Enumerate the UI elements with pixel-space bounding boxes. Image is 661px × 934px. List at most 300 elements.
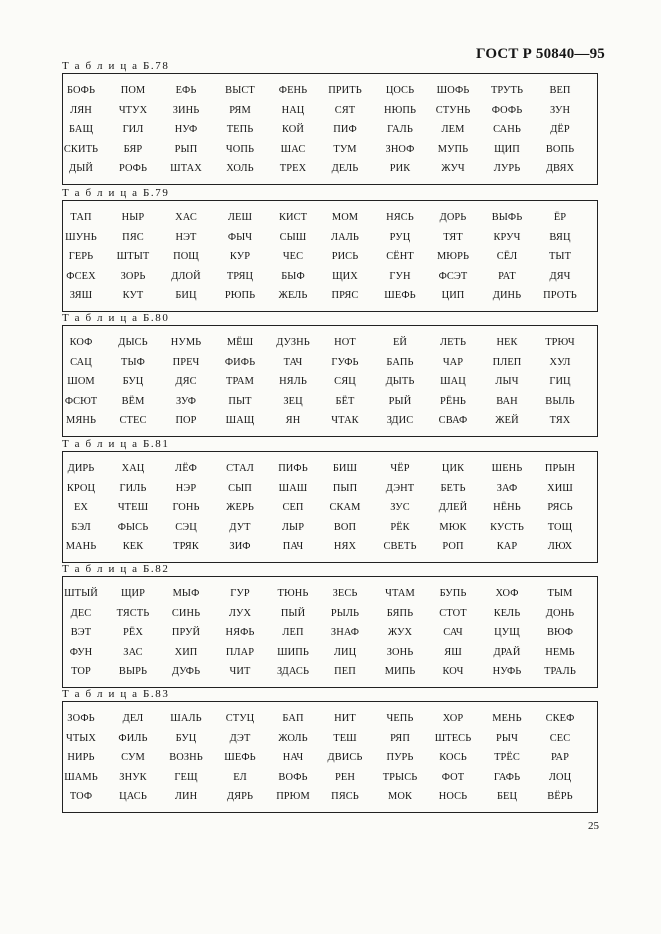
word-cell: ЗОРЬ — [120, 270, 146, 282]
word-row — [63, 666, 597, 680]
word-cell: КОЙ — [282, 124, 304, 135]
word-row — [63, 337, 597, 351]
word-cell: РЯСЬ — [547, 502, 573, 513]
word-cell: МЮК — [439, 521, 467, 533]
word-cell: ЁР — [553, 212, 567, 223]
word-cell: СВАФ — [438, 415, 468, 426]
word-row — [63, 232, 597, 246]
table-caption: Т а б л и ц а Б.79 — [62, 187, 170, 199]
word-cell: ТРЯК — [173, 541, 199, 552]
word-cell: ЗНАФ — [330, 627, 360, 638]
word-cell: ЦУЩ — [494, 627, 520, 638]
word-cell: ГУФЬ — [331, 356, 359, 368]
word-cell: БЕТЬ — [440, 482, 466, 494]
word-cell: РИСЬ — [331, 251, 359, 262]
word-cell: ЧТЫХ — [65, 732, 97, 744]
word-cell: ТРЮЧ — [545, 337, 575, 348]
word-cell: РЕН — [335, 771, 355, 783]
word-cell: ХОР — [442, 713, 464, 724]
word-cell: ТЯХ — [549, 415, 571, 426]
word-cell: ТРЁС — [494, 752, 520, 763]
word-row — [63, 357, 597, 371]
word-cell: СУМ — [121, 752, 145, 763]
word-cell: ПЫЙ — [280, 607, 306, 619]
word-cell: ВОП — [333, 521, 357, 533]
word-cell: ЖУЧ — [441, 163, 465, 174]
word-row — [63, 588, 597, 602]
word-cell: НОТ — [334, 337, 356, 348]
word-cell: ЗДАСЬ — [276, 666, 310, 677]
word-cell: ДЛОЙ — [171, 270, 201, 282]
word-cell: БИЦ — [175, 290, 197, 301]
word-cell: БЫФ — [281, 270, 305, 282]
word-cell: ТРЫСЬ — [382, 771, 418, 783]
word-cell: ВЕП — [549, 85, 571, 96]
word-cell: ЗУС — [390, 502, 410, 513]
word-cell: ШАМЬ — [64, 771, 98, 783]
word-row — [63, 124, 597, 138]
word-cell: ПЫТ — [228, 395, 252, 407]
word-cell: ШАЦ — [440, 376, 466, 387]
word-cell: НЯФЬ — [225, 627, 255, 638]
word-cell: ГЕРЬ — [68, 251, 94, 262]
word-cell: ПЕП — [334, 666, 356, 677]
word-cell: ТРАМ — [226, 376, 254, 387]
word-cell: НАЦ — [281, 104, 305, 116]
word-cell: ЗЕЦ — [283, 395, 303, 407]
word-cell: ШЕФЬ — [384, 290, 416, 301]
word-cell: ТЕШ — [333, 732, 357, 744]
word-cell: ВЯЦ — [549, 231, 571, 243]
word-cell: ПЯС — [122, 231, 144, 243]
word-cell: СЫП — [228, 482, 252, 494]
word-cell: ФСЕХ — [66, 270, 96, 282]
word-cell: ПЯСЬ — [331, 791, 359, 802]
word-cell: РЁК — [390, 521, 410, 533]
word-cell: САЦ — [70, 356, 92, 368]
word-cell: ДЛЕЙ — [438, 502, 468, 513]
word-cell: НЯСЬ — [386, 212, 414, 223]
word-cell: ВОЗНЬ — [169, 752, 203, 763]
word-cell: РАТ — [498, 270, 516, 282]
word-cell: СЕП — [282, 502, 304, 513]
word-cell: ПОМ — [120, 85, 146, 96]
word-cell: ЖЕЛЬ — [278, 290, 308, 301]
word-cell: КОСЬ — [439, 752, 467, 763]
word-cell: БАЩ — [68, 124, 94, 135]
word-row — [63, 522, 597, 536]
word-cell: ШТЕСЬ — [434, 732, 472, 744]
word-cell: ШИПЬ — [277, 646, 309, 658]
word-cell: ПИФ — [333, 124, 357, 135]
word-cell: ГИЦ — [549, 376, 571, 387]
word-cell: ЧИТ — [229, 666, 251, 677]
word-cell: ЛЕМ — [441, 124, 465, 135]
word-cell: ХАЦ — [121, 463, 145, 474]
word-cell: ПРИТЬ — [328, 85, 362, 96]
word-cell: ЩИХ — [332, 270, 358, 282]
word-cell: БУПЬ — [439, 588, 467, 599]
word-cell: ХАС — [175, 212, 197, 223]
word-cell: НЯХ — [333, 541, 357, 552]
word-cell: ЕЛ — [233, 771, 247, 783]
word-row — [63, 290, 597, 304]
word-cell: ФИЛЬ — [118, 732, 148, 744]
word-cell: ЛУХ — [228, 607, 252, 619]
word-row — [63, 415, 597, 429]
word-cell: ПОЩ — [173, 251, 199, 262]
word-cell: ЗНУК — [119, 771, 147, 783]
word-cell: САЧ — [443, 627, 463, 638]
table-caption: Т а б л и ц а Б.83 — [62, 688, 170, 700]
word-cell: ЗОНЬ — [386, 646, 414, 658]
word-cell: ТРАЛЬ — [544, 666, 576, 677]
word-cell: МИПЬ — [384, 666, 416, 677]
word-cell: РЯП — [390, 732, 410, 744]
word-row — [63, 483, 597, 497]
word-cell: ЕХ — [73, 502, 89, 513]
word-row — [63, 791, 597, 805]
word-cell: ЗЯШ — [69, 290, 93, 301]
word-cell: ХОЛЬ — [226, 163, 254, 174]
word-cell: ЖЕЙ — [495, 415, 519, 426]
word-cell: ПРЮМ — [276, 791, 310, 802]
word-cell: ЯШ — [444, 646, 462, 658]
word-cell: ФОФЬ — [491, 104, 523, 116]
word-cell: ЧТАК — [331, 415, 359, 426]
word-cell: ЧОПЬ — [225, 143, 255, 155]
word-cell: ГУР — [230, 588, 250, 599]
word-cell: ТЯСТЬ — [116, 607, 150, 619]
word-cell: ДЭТ — [229, 732, 251, 744]
word-cell: ЛАЛЬ — [331, 231, 359, 243]
word-cell: РЁНЬ — [440, 395, 466, 407]
word-cell: ПРЕЧ — [172, 356, 200, 368]
word-cell: НЭР — [175, 482, 197, 494]
word-cell: ДЫСЬ — [118, 337, 148, 348]
word-cell: ДОНЬ — [545, 607, 575, 619]
word-cell: ДЫТЬ — [385, 376, 415, 387]
word-cell: ПУРЬ — [386, 752, 414, 763]
word-cell: ПРУЙ — [171, 627, 201, 638]
word-cell: ЩИР — [120, 588, 146, 599]
word-cell: ДИРЬ — [67, 463, 95, 474]
word-cell: БЁТ — [335, 395, 355, 407]
word-cell: ДУФЬ — [171, 666, 201, 677]
word-cell: ТЫТ — [548, 251, 572, 262]
word-cell: ВЫФЬ — [491, 212, 523, 223]
word-cell: МАНЬ — [65, 541, 97, 552]
word-cell: ЛЕТЬ — [439, 337, 467, 348]
word-cell: ТЫФ — [121, 356, 145, 368]
word-cell: ВЮФ — [546, 627, 574, 638]
word-cell: ДУТ — [229, 521, 251, 533]
word-row — [63, 772, 597, 786]
word-cell: ХУЛ — [549, 356, 571, 368]
word-cell: ШАЛЬ — [170, 713, 202, 724]
word-cell: ПИФЬ — [278, 463, 308, 474]
word-cell: ВОПЬ — [545, 143, 575, 155]
word-row — [63, 463, 597, 477]
word-cell: ЛЮХ — [547, 541, 573, 552]
word-cell: ПРЫН — [544, 463, 576, 474]
word-cell: ЗЕСЬ — [332, 588, 358, 599]
word-cell: ЗНОФ — [385, 143, 415, 155]
word-cell: НЕМЬ — [545, 646, 575, 658]
word-row — [63, 608, 597, 622]
word-cell: ФУН — [69, 646, 93, 658]
word-row — [63, 752, 597, 766]
word-cell: ШЕФЬ — [224, 752, 256, 763]
word-cell: ЧАР — [442, 356, 464, 368]
word-cell: КОЧ — [442, 666, 464, 677]
word-table — [62, 200, 598, 312]
word-row — [63, 144, 597, 158]
word-cell: ДУЗНЬ — [276, 337, 310, 348]
word-cell: ДИНЬ — [492, 290, 522, 301]
word-cell: СТУЦ — [225, 713, 255, 724]
word-cell: ШЕНЬ — [491, 463, 523, 474]
word-cell: ГАФЬ — [493, 771, 521, 783]
word-cell: ПРЯС — [331, 290, 359, 301]
table-caption: Т а б л и ц а Б.81 — [62, 438, 170, 450]
word-cell: ДВИСЬ — [327, 752, 363, 763]
word-cell: СТУНЬ — [435, 104, 471, 116]
word-row — [63, 627, 597, 641]
word-cell: НЮПЬ — [383, 104, 417, 116]
word-cell: БИШ — [332, 463, 358, 474]
word-cell: НИТ — [334, 713, 356, 724]
word-cell: ТОР — [71, 666, 91, 677]
word-cell: ФОТ — [441, 771, 465, 783]
word-cell: РЁХ — [123, 627, 143, 638]
word-cell: РОФЬ — [118, 163, 148, 174]
word-cell: ДЯЧ — [549, 270, 571, 282]
word-cell: КОФ — [69, 337, 93, 348]
word-cell: МЮРЬ — [436, 251, 470, 262]
word-cell: ПЛЕП — [492, 356, 522, 368]
table-caption: Т а б л и ц а Б.82 — [62, 563, 170, 575]
word-cell: КРОЦ — [66, 482, 96, 494]
word-row — [63, 733, 597, 747]
word-cell: ЦИК — [441, 463, 465, 474]
word-cell: СТАЛ — [226, 463, 254, 474]
word-cell: РЮПЬ — [224, 290, 256, 301]
word-cell: БАПЬ — [386, 356, 414, 368]
word-cell: ЗАС — [123, 646, 143, 658]
word-cell: РЯМ — [229, 104, 251, 116]
word-cell: СЭЦ — [175, 521, 197, 533]
word-cell: СЁНТ — [386, 251, 414, 262]
word-cell: ЧЕПЬ — [386, 713, 414, 724]
word-cell: ШАС — [280, 143, 306, 155]
word-cell: ФЫЧ — [227, 231, 253, 243]
word-cell: НЕК — [496, 337, 518, 348]
word-cell: НЭТ — [175, 231, 197, 243]
word-cell: ТЕПЬ — [226, 124, 254, 135]
word-cell: СТОТ — [439, 607, 467, 619]
word-cell: НУФ — [174, 124, 198, 135]
word-cell: ГУН — [389, 270, 411, 282]
word-cell: ТРЕХ — [279, 163, 307, 174]
word-table — [62, 451, 598, 563]
word-cell: ЖОЛЬ — [278, 732, 308, 744]
word-cell: ЕЙ — [392, 337, 408, 348]
word-cell: СЯТ — [334, 104, 356, 116]
word-cell: ДЕЛ — [122, 713, 144, 724]
word-cell: ЛЯН — [70, 104, 92, 116]
word-cell: ЛЕП — [282, 627, 304, 638]
word-cell: МЯНЬ — [65, 415, 97, 426]
word-cell: ЧЕС — [282, 251, 304, 262]
word-cell: ДЭНТ — [385, 482, 415, 494]
word-cell: ШОФЬ — [436, 85, 470, 96]
word-cell: РОП — [442, 541, 464, 552]
word-cell: ЕФЬ — [175, 85, 197, 96]
word-cell: ФЫСЬ — [117, 521, 149, 533]
word-cell: ЛИН — [174, 791, 198, 802]
word-cell: НОСЬ — [438, 791, 468, 802]
word-cell: ВЫСТ — [225, 85, 255, 96]
word-cell: ЧТУХ — [118, 104, 148, 116]
word-cell: КАР — [496, 541, 518, 552]
word-cell: ДОРЬ — [439, 212, 467, 223]
word-cell: РЫЧ — [496, 732, 518, 744]
word-cell: ТАП — [70, 212, 92, 223]
word-cell: КУСТЬ — [490, 521, 524, 533]
document-header: ГОСТ Р 50840—95 — [475, 46, 605, 62]
word-cell: ЗУФ — [175, 395, 197, 407]
word-cell: РАР — [550, 752, 570, 763]
word-cell: МУПЬ — [437, 143, 469, 155]
word-cell: ЛЫЧ — [495, 376, 519, 387]
word-cell: ПЛАР — [225, 646, 255, 658]
word-cell: ФЕНЬ — [278, 85, 308, 96]
word-cell: НУФЬ — [492, 666, 522, 677]
word-cell: СКАМ — [329, 502, 361, 513]
word-cell: ХОФ — [495, 588, 519, 599]
word-cell: ВЁРЬ — [547, 791, 573, 802]
word-cell: НЁНЬ — [493, 502, 521, 513]
word-row — [63, 376, 597, 390]
word-cell: ЖУХ — [387, 627, 413, 638]
word-cell: БУЦ — [122, 376, 144, 387]
word-cell: ВАН — [496, 395, 518, 407]
word-cell: ЧТЕШ — [117, 502, 149, 513]
word-cell: ЗИНЬ — [172, 104, 200, 116]
word-row — [63, 212, 597, 226]
word-cell: ВЁМ — [121, 395, 145, 407]
word-cell: ЛУРЬ — [493, 163, 521, 174]
word-row — [63, 85, 597, 99]
word-table — [62, 325, 598, 437]
word-cell: ПОР — [175, 415, 197, 426]
word-cell: КЕЛЬ — [493, 607, 521, 619]
word-cell: МЁШ — [226, 337, 254, 348]
word-cell: ЗАФ — [496, 482, 518, 494]
word-cell: ТРЯЦ — [226, 270, 254, 282]
word-cell: БОФЬ — [66, 85, 96, 96]
word-cell: КРУЧ — [493, 231, 521, 243]
word-cell: САНЬ — [493, 124, 521, 135]
word-cell: НАЧ — [282, 752, 304, 763]
word-cell: ЧТАМ — [385, 588, 415, 599]
word-row — [63, 251, 597, 265]
word-cell: ЗУН — [549, 104, 571, 116]
word-row — [63, 541, 597, 555]
word-cell: РИК — [389, 163, 411, 174]
word-cell: КЕК — [122, 541, 144, 552]
word-cell: ЛЁФ — [175, 463, 197, 474]
word-row — [63, 713, 597, 727]
word-cell: ЧЁР — [390, 463, 410, 474]
word-cell: ФИФЬ — [224, 356, 256, 368]
word-cell: ЦОСЬ — [385, 85, 415, 96]
word-cell: БЯР — [123, 143, 143, 155]
word-row — [63, 271, 597, 285]
word-cell: ДЕС — [70, 607, 92, 619]
word-cell: СТЕС — [119, 415, 147, 426]
word-cell: ЖЕРЬ — [226, 502, 254, 513]
word-cell: ДЫЙ — [69, 163, 93, 174]
word-table — [62, 73, 598, 185]
word-cell: ПЫП — [332, 482, 358, 494]
word-cell: РЫЙ — [388, 395, 412, 407]
word-cell: ЛЕШ — [227, 212, 253, 223]
word-cell: КИСТ — [278, 212, 308, 223]
word-cell: СКЕФ — [545, 713, 575, 724]
word-row — [63, 647, 597, 661]
word-cell: НЯЛЬ — [279, 376, 307, 387]
word-cell: ТРУТЬ — [490, 85, 524, 96]
word-cell: СИНЬ — [171, 607, 201, 619]
word-cell: СЫШ — [279, 231, 307, 243]
word-cell: МЕНЬ — [492, 713, 522, 724]
word-cell: ФСЮТ — [64, 395, 98, 407]
word-cell: БЯПЬ — [386, 607, 414, 619]
word-cell: МЫФ — [172, 588, 200, 599]
word-cell: ФСЭТ — [438, 270, 468, 282]
word-cell: ЦИП — [441, 290, 465, 301]
word-cell: ПРОТЬ — [543, 290, 577, 301]
word-cell: ДВЯХ — [545, 163, 575, 174]
word-cell: НУМЬ — [170, 337, 202, 348]
word-cell: ЦАСЬ — [119, 791, 147, 802]
table-caption: Т а б л и ц а Б.80 — [62, 312, 170, 324]
word-cell: ТЫМ — [547, 588, 573, 599]
word-cell: ШТЫТ — [116, 251, 150, 262]
word-table — [62, 701, 598, 813]
word-cell: СЁЛ — [496, 251, 518, 262]
word-cell: ЯН — [285, 415, 301, 426]
word-cell: СКИТЬ — [63, 143, 99, 155]
word-cell: ДЕЛЬ — [331, 163, 359, 174]
word-cell: ШТЫЙ — [64, 588, 98, 599]
word-cell: ШТАХ — [170, 163, 202, 174]
word-cell: ШУНЬ — [65, 231, 97, 243]
word-cell: ЗИФ — [229, 541, 251, 552]
word-cell: ЗОФЬ — [67, 713, 95, 724]
word-cell: ТЮНЬ — [277, 588, 309, 599]
word-cell: ШАШ — [278, 482, 308, 494]
word-cell: ВЭТ — [70, 627, 92, 638]
page-number: 25 — [588, 820, 599, 832]
word-cell: НИРЬ — [67, 752, 95, 763]
word-cell: ГИЛЬ — [119, 482, 147, 494]
word-cell: КУТ — [122, 290, 144, 301]
word-cell: МОК — [388, 791, 412, 802]
word-cell: ТОЩ — [547, 521, 573, 533]
